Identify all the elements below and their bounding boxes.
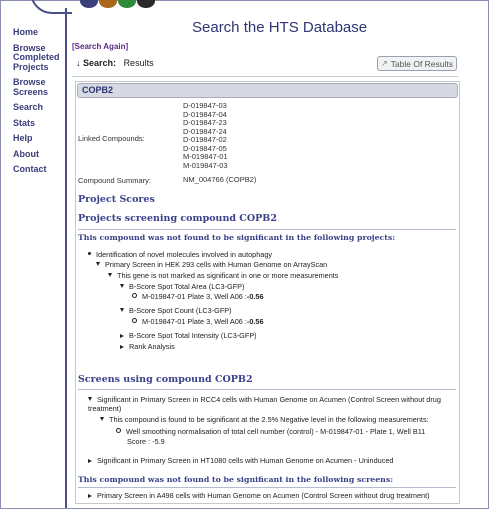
project-item <box>88 250 272 259</box>
expand-down-icon[interactable] <box>120 284 124 288</box>
table-of-results-label: Table Of Results <box>390 58 454 69</box>
gene-note-label: This gene is not marked as significant in one or more measurements <box>117 271 339 280</box>
project-label: Identification of novel molecules involved in autophagy <box>96 250 273 259</box>
sidebar-item-browse-screens[interactable]: Browse Screens <box>13 77 49 97</box>
screens-heading: Screens using compound COPB2 <box>78 374 253 385</box>
screen-item[interactable] <box>88 395 446 413</box>
measurement-item[interactable] <box>120 331 257 340</box>
sidebar-item-search[interactable]: Search <box>13 102 44 112</box>
measurement-label: B-Score Spot Total Area (LC3-GFP) <box>129 282 245 291</box>
divider <box>72 76 458 77</box>
screen-label: Primary Screen in A498 cells with Human Genome on Acumen (Control Screen without drug treatment) <box>97 491 430 500</box>
sidebar-item-contact[interactable]: Contact <box>13 164 47 174</box>
measurement-label: B-Score Spot Count (LC3-GFP) <box>129 306 232 315</box>
compound-id[interactable]: D-019847-02 <box>183 135 227 144</box>
expand-right-icon[interactable] <box>88 459 92 463</box>
search-again-link[interactable]: [Search Again] <box>72 42 129 51</box>
measurement-detail <box>132 292 264 301</box>
screen-item[interactable] <box>88 491 430 500</box>
expand-down-icon[interactable] <box>88 397 92 401</box>
project-scores-heading: Project Scores <box>78 194 155 205</box>
compound-id[interactable]: D-019847-24 <box>183 126 227 136</box>
bullet-icon <box>88 252 91 255</box>
sidebar-divider <box>65 8 67 508</box>
panel-title: COPB2 <box>77 83 458 98</box>
sidebar-item-browse-completed-projects[interactable]: Browse Completed Projects <box>13 42 60 72</box>
note-label: This compound is found to be significant at the 2.5% Negative level in the following measurements: <box>109 415 429 424</box>
compound-id[interactable]: D-019847-23 <box>183 118 227 127</box>
expand-right-icon[interactable] <box>120 334 124 338</box>
measurement-detail <box>132 317 264 326</box>
sidebar <box>13 28 65 181</box>
screen-label: Significant in Primary Screen in HT1080 cells with Human Genome on Acumen - Uninduced <box>97 456 394 465</box>
circle-bullet-icon <box>116 428 121 433</box>
compound-id[interactable]: M-019847-03 <box>183 160 228 170</box>
detail-text: Well smoothing normalisation of total cell number (control) - M-019847-01 - Plate 1, Well B11 <box>126 427 426 436</box>
breadcrumb-label: Search: <box>83 58 117 68</box>
section-divider <box>78 229 456 230</box>
circle-bullet-icon <box>132 318 137 323</box>
circle-bullet-icon <box>132 293 137 298</box>
measurement-item[interactable] <box>120 306 232 315</box>
compound-id[interactable]: M-019847-01 <box>183 152 228 161</box>
expand-down-icon[interactable] <box>100 417 104 421</box>
screen-label: Significant in Primary Screen in RCC4 cells with Human Genome on Acumen (Control Screen without drug treatment) <box>88 395 441 413</box>
gene-note[interactable] <box>108 271 338 280</box>
score-value: -0.56 <box>246 292 264 301</box>
results-panel <box>75 81 460 504</box>
screen-item[interactable] <box>88 456 393 465</box>
score-value: -0.56 <box>246 317 264 326</box>
score-line: Score : -5.9 <box>127 437 165 446</box>
expand-down-icon[interactable] <box>108 273 112 277</box>
measurement-detail <box>116 427 456 436</box>
section-divider <box>78 487 456 488</box>
table-of-results-button[interactable] <box>377 56 457 71</box>
expand-right-icon[interactable] <box>120 345 124 349</box>
compound-id[interactable]: D-019847-05 <box>183 143 227 153</box>
measurement-item[interactable] <box>120 342 175 351</box>
link-icon: ↗ <box>380 59 388 68</box>
detail-text: M-019847-01 Plate 3, Well A06 : <box>142 317 247 326</box>
expand-down-icon[interactable] <box>120 308 124 312</box>
breadcrumb-arrow-icon: ↓ <box>76 58 81 68</box>
compound-summary-label: Compound Summary: <box>78 176 151 185</box>
detail-text: M-019847-01 Plate 3, Well A06 : <box>142 292 247 301</box>
measurement-label: B-Score Spot Total Intensity (LC3-GFP) <box>129 331 257 340</box>
measurement-label: Rank Analysis <box>129 342 175 351</box>
sidebar-item-stats[interactable]: Stats <box>13 117 36 128</box>
linked-compounds-label: Linked Compounds: <box>78 134 145 143</box>
significance-note[interactable] <box>100 415 450 424</box>
breadcrumb-value: Results <box>123 58 154 68</box>
not-significant-screens-heading: This compound was not found to be significant in the following screens: <box>78 475 394 484</box>
sidebar-item-help[interactable]: Help <box>13 133 33 143</box>
projects-heading: Projects screening compound COPB2 <box>78 213 277 224</box>
measurement-item[interactable] <box>120 282 244 291</box>
screen-label: Primary Screen in HEK 293 cells with Human Genome on ArrayScan <box>105 260 328 269</box>
not-significant-projects-heading: This compound was not found to be significant in the following projects: <box>78 233 396 242</box>
expand-down-icon[interactable] <box>96 262 100 266</box>
section-divider <box>78 389 456 390</box>
expand-right-icon[interactable] <box>88 494 92 498</box>
page-title: Search the HTS Database <box>192 19 368 36</box>
compound-summary-value[interactable]: NM_004766 (COPB2) <box>183 175 257 184</box>
sidebar-item-home[interactable]: Home <box>13 27 39 37</box>
linked-compounds-list <box>183 102 228 170</box>
sidebar-item-about[interactable]: About <box>13 148 39 159</box>
compound-id[interactable]: D-019847-03 <box>183 101 227 110</box>
compound-id[interactable]: D-019847-04 <box>183 109 227 119</box>
breadcrumb <box>76 58 154 68</box>
screen-item[interactable] <box>96 260 327 269</box>
